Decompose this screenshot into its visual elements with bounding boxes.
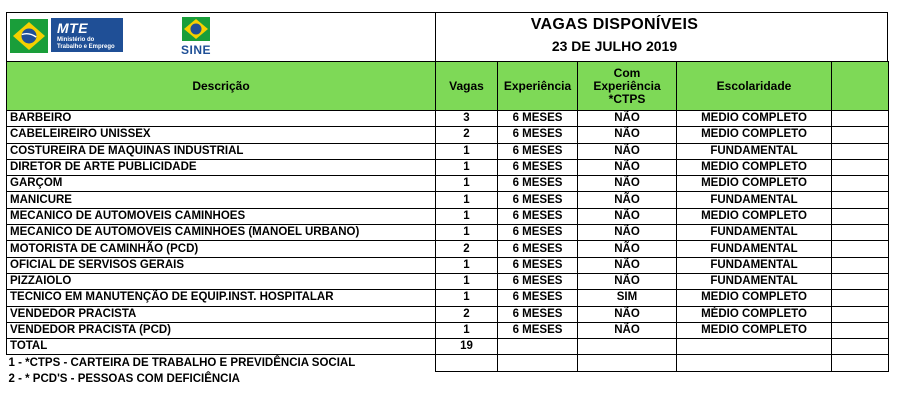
cell-descricao: VENDEDOR PRACISTA <box>7 306 436 322</box>
table-row <box>7 143 889 159</box>
col-header-com-experiencia-label: Com Experiência *CTPS <box>593 65 661 106</box>
table-row <box>7 208 889 224</box>
table-body <box>7 111 889 388</box>
cell-ctps: NÃO <box>578 176 677 192</box>
note-pcd: 2 - * PCD'S - PESSOAS COM DEFICIÊNCIA <box>8 373 240 386</box>
table-row <box>7 273 889 289</box>
vacancies-table <box>6 61 889 387</box>
cell-escolaridade: FUNDAMENTAL <box>677 257 832 273</box>
cell-ctps: NÃO <box>578 225 677 241</box>
sheet-header <box>6 12 888 61</box>
cell-vagas: 1 <box>436 143 498 159</box>
cell-vagas: 1 <box>436 208 498 224</box>
logo-area <box>7 13 434 61</box>
cell-experiencia: 6 MESES <box>498 111 578 127</box>
cell-descricao: MECANICO DE AUTOMOVEIS CAMINHOES <box>7 208 436 224</box>
cell-blank <box>436 355 498 372</box>
cell-vagas: 1 <box>436 290 498 306</box>
cell-blank <box>832 111 889 127</box>
cell-blank <box>832 339 889 355</box>
table-row <box>7 159 889 175</box>
cell-blank <box>578 339 677 355</box>
mte-logo-subtitle: Ministério do Trabalho e Emprego <box>57 37 115 50</box>
cell-ctps: NÃO <box>578 273 677 289</box>
cell-blank <box>498 339 578 355</box>
cell-experiencia: 6 MESES <box>498 208 578 224</box>
cell-descricao: TECNICO EM MANUTENÇÃO DE EQUIP.INST. HOSPITALAR <box>7 290 436 306</box>
cell-escolaridade: MEDIO COMPLETO <box>677 111 832 127</box>
col-header-blank <box>832 62 889 111</box>
cell-descricao: BARBEIRO <box>7 111 436 127</box>
cell-vagas: 2 <box>436 306 498 322</box>
cell-escolaridade: MEDIO COMPLETO <box>677 176 832 192</box>
page-date: 23 DE JULHO 2019 <box>551 38 678 54</box>
cell-descricao: VENDEDOR PRACISTA (PCD) <box>7 322 436 338</box>
table-row <box>7 192 889 208</box>
cell-descricao: OFICIAL DE SERVISOS GERAIS <box>7 257 436 273</box>
cell-blank <box>832 159 889 175</box>
cell-experiencia: 6 MESES <box>498 192 578 208</box>
cell-ctps: NÃO <box>578 127 677 143</box>
cell-ctps: NÃO <box>578 143 677 159</box>
cell-blank <box>832 273 889 289</box>
table-row <box>7 111 889 127</box>
cell-blank <box>578 355 677 372</box>
cell-escolaridade: MEDIO COMPLETO <box>677 208 832 224</box>
cell-descricao: DIRETOR DE ARTE PUBLICIDADE <box>7 159 436 175</box>
cell-escolaridade: FUNDAMENTAL <box>677 143 832 159</box>
cell-experiencia: 6 MESES <box>498 257 578 273</box>
cell-vagas: 1 <box>436 225 498 241</box>
note-row <box>7 355 889 372</box>
total-row <box>7 339 889 355</box>
col-header-vagas: Vagas <box>436 62 498 111</box>
cell-escolaridade: MÉDIO COMPLETO <box>677 306 832 322</box>
cell-experiencia: 6 MESES <box>498 127 578 143</box>
col-header-descricao: Descrição <box>7 62 436 111</box>
col-header-escolaridade: Escolaridade <box>677 62 832 111</box>
mte-logo <box>10 15 127 57</box>
table-row <box>7 306 889 322</box>
job-vacancies-sheet <box>6 12 888 387</box>
cell-vagas: 1 <box>436 159 498 175</box>
cell-experiencia: 6 MESES <box>498 306 578 322</box>
cell-vagas: 1 <box>436 257 498 273</box>
cell-escolaridade: MEDIO COMPLETO <box>677 322 832 338</box>
cell-vagas: 1 <box>436 273 498 289</box>
table-row <box>7 225 889 241</box>
cell-ctps: NÃO <box>578 192 677 208</box>
col-header-com-experiencia <box>578 62 677 111</box>
sine-flag-icon <box>173 16 219 44</box>
cell-descricao: MANICURE <box>7 192 436 208</box>
total-label: TOTAL <box>7 339 436 355</box>
table-header-row <box>7 62 889 111</box>
cell-ctps: NÃO <box>578 306 677 322</box>
cell-escolaridade: FUNDAMENTAL <box>677 241 832 257</box>
table-row <box>7 290 889 306</box>
cell-ctps: NÃO <box>578 208 677 224</box>
cell-blank <box>832 192 889 208</box>
note-row <box>7 371 889 387</box>
cell-vagas: 1 <box>436 176 498 192</box>
note-ctps: 1 - *CTPS - CARTEIRA DE TRABALHO E PREVIDÊNCIA SOCIAL <box>7 355 436 372</box>
cell-ctps: NÃO <box>578 257 677 273</box>
cell-experiencia: 6 MESES <box>498 273 578 289</box>
col-header-experiencia: Experiência <box>498 62 578 111</box>
cell-escolaridade: MEDIO COMPLETO <box>677 159 832 175</box>
cell-blank <box>832 225 889 241</box>
cell-vagas: 2 <box>436 241 498 257</box>
total-value: 19 <box>436 339 498 355</box>
table-row <box>7 322 889 338</box>
cell-escolaridade: FUNDAMENTAL <box>677 192 832 208</box>
cell-blank <box>498 355 578 372</box>
brazil-flag-icon <box>10 19 48 53</box>
cell-blank <box>677 339 832 355</box>
table-row <box>7 176 889 192</box>
cell-vagas: 1 <box>436 192 498 208</box>
table-row <box>7 127 889 143</box>
cell-descricao: GARÇOM <box>7 176 436 192</box>
cell-ctps: NÃO <box>578 159 677 175</box>
cell-experiencia: 6 MESES <box>498 176 578 192</box>
cell-experiencia: 6 MESES <box>498 290 578 306</box>
cell-experiencia: 6 MESES <box>498 225 578 241</box>
cell-blank <box>832 208 889 224</box>
cell-blank <box>436 371 498 387</box>
cell-ctps: NÃO <box>578 241 677 257</box>
table-row <box>7 257 889 273</box>
cell-ctps: SIM <box>578 290 677 306</box>
cell-vagas: 2 <box>436 127 498 143</box>
mte-wordmark <box>51 18 123 52</box>
page-title: VAGAS DISPONÍVEIS <box>530 16 699 33</box>
cell-blank <box>498 371 578 387</box>
table-row <box>7 241 889 257</box>
mte-logo-name: MTE <box>57 20 89 36</box>
cell-blank <box>832 306 889 322</box>
sine-logo <box>173 16 219 60</box>
cell-blank <box>832 176 889 192</box>
cell-escolaridade: FUNDAMENTAL <box>677 225 832 241</box>
cell-blank <box>578 371 677 387</box>
cell-vagas: 1 <box>436 322 498 338</box>
cell-blank <box>832 355 889 372</box>
cell-blank <box>832 290 889 306</box>
cell-blank <box>677 371 832 387</box>
cell-descricao: MECANICO DE AUTOMOVEIS CAMINHOES (MANOEL URBANO) <box>7 225 436 241</box>
cell-blank <box>832 322 889 338</box>
cell-descricao: COSTUREIRA DE MAQUINAS INDUSTRIAL <box>7 143 436 159</box>
cell-blank <box>832 127 889 143</box>
sine-logo-name: SINE <box>180 43 211 57</box>
cell-escolaridade: MEDIO COMPLETO <box>677 290 832 306</box>
cell-experiencia: 6 MESES <box>498 159 578 175</box>
cell-experiencia: 6 MESES <box>498 322 578 338</box>
cell-blank <box>832 371 889 387</box>
cell-vagas: 3 <box>436 111 498 127</box>
cell-ctps: NÃO <box>578 322 677 338</box>
cell-escolaridade: FUNDAMENTAL <box>677 273 832 289</box>
cell-blank <box>677 355 832 372</box>
cell-experiencia: 6 MESES <box>498 143 578 159</box>
title-area <box>435 13 887 61</box>
cell-experiencia: 6 MESES <box>498 241 578 257</box>
cell-escolaridade: MEDIO COMPLETO <box>677 127 832 143</box>
cell-blank <box>832 257 889 273</box>
cell-descricao: CABELEIREIRO UNISSEX <box>7 127 436 143</box>
cell-ctps: NÃO <box>578 111 677 127</box>
cell-descricao: PIZZAIOLO <box>7 273 436 289</box>
cell-descricao: MOTORISTA DE CAMINHÃO (PCD) <box>7 241 436 257</box>
cell-blank <box>832 241 889 257</box>
cell-blank <box>832 143 889 159</box>
